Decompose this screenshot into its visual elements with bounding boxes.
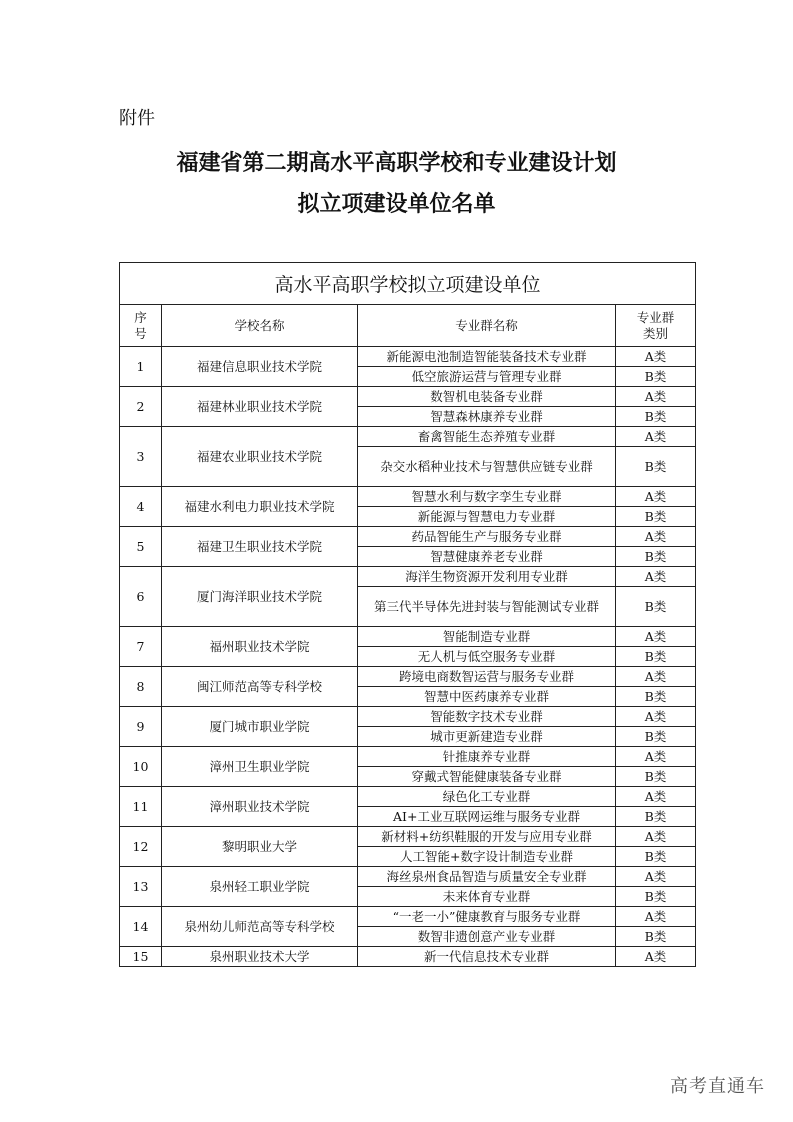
major-group-category: A类 [616, 567, 696, 587]
school-name: 福建卫生职业技术学院 [162, 527, 358, 567]
school-name: 福建信息职业技术学院 [162, 347, 358, 387]
major-group-category: A类 [616, 667, 696, 687]
table-row [120, 387, 696, 407]
major-group-name: 无人机与低空服务专业群 [358, 647, 616, 667]
major-group-name: 低空旅游运营与管理专业群 [358, 367, 616, 387]
major-group-name: 未来体育专业群 [358, 887, 616, 907]
major-group-name: 穿戴式智能健康装备专业群 [358, 767, 616, 787]
major-group-category: B类 [616, 687, 696, 707]
header-seq: 序 号 [120, 305, 162, 347]
major-group-category: B类 [616, 847, 696, 867]
document-title-line2: 拟立项建设单位名单 [297, 192, 496, 217]
table-caption: 高水平高职学校拟立项建设单位 [120, 263, 696, 305]
school-name: 黎明职业大学 [162, 827, 358, 867]
watermark: 高考直通车 [670, 1076, 765, 1097]
table-row [120, 787, 696, 807]
row-number: 5 [120, 527, 162, 567]
major-group-category: B类 [616, 727, 696, 747]
major-group-name: 智慧水利与数字孪生专业群 [358, 487, 616, 507]
school-name: 闽江师范高等专科学校 [162, 667, 358, 707]
major-group-name: 新材料+纺织鞋服的开发与应用专业群 [358, 827, 616, 847]
header-school: 学校名称 [162, 305, 358, 347]
major-group-name: 城市更新建造专业群 [358, 727, 616, 747]
major-group-name: 新一代信息技术专业群 [358, 947, 616, 967]
school-name: 泉州职业技术大学 [162, 947, 358, 967]
major-group-category: B类 [616, 767, 696, 787]
table-row [120, 427, 696, 447]
school-name: 厦门城市职业学院 [162, 707, 358, 747]
row-number: 6 [120, 567, 162, 627]
major-group-category: B类 [616, 807, 696, 827]
major-group-name: 新能源电池制造智能装备技术专业群 [358, 347, 616, 367]
major-group-name: 海洋生物资源开发利用专业群 [358, 567, 616, 587]
row-number: 10 [120, 747, 162, 787]
school-name: 厦门海洋职业技术学院 [162, 567, 358, 627]
major-group-name: 智慧森林康养专业群 [358, 407, 616, 427]
major-group-name: 针推康养专业群 [358, 747, 616, 767]
row-number: 4 [120, 487, 162, 527]
major-group-category: A类 [616, 427, 696, 447]
major-group-category: B类 [616, 587, 696, 627]
table-row [120, 527, 696, 547]
major-group-category: A类 [616, 487, 696, 507]
major-group-name: 新能源与智慧电力专业群 [358, 507, 616, 527]
row-number: 15 [120, 947, 162, 967]
major-group-category: B类 [616, 407, 696, 427]
school-name: 福建林业职业技术学院 [162, 387, 358, 427]
row-number: 8 [120, 667, 162, 707]
row-number: 14 [120, 907, 162, 947]
major-group-name: 数智机电装备专业群 [358, 387, 616, 407]
table-row [120, 487, 696, 507]
table-row [120, 707, 696, 727]
row-number: 11 [120, 787, 162, 827]
row-number: 9 [120, 707, 162, 747]
major-group-name: 智能数字技术专业群 [358, 707, 616, 727]
major-group-name: 智慧中医药康养专业群 [358, 687, 616, 707]
table-row [120, 627, 696, 647]
school-name: 漳州职业技术学院 [162, 787, 358, 827]
major-group-name: 智慧健康养老专业群 [358, 547, 616, 567]
major-group-name: 智能制造专业群 [358, 627, 616, 647]
document-title-line1: 福建省第二期高水平高职学校和专业建设计划 [176, 151, 617, 176]
major-group-category: B类 [616, 887, 696, 907]
major-group-name: 第三代半导体先进封装与智能测试专业群 [358, 587, 616, 627]
school-name: 漳州卫生职业学院 [162, 747, 358, 787]
major-group-name: 数智非遗创意产业专业群 [358, 927, 616, 947]
table-row [120, 947, 696, 967]
major-group-name: 绿色化工专业群 [358, 787, 616, 807]
school-name: 泉州轻工职业学院 [162, 867, 358, 907]
table-row [120, 867, 696, 887]
major-group-name: 杂交水稻种业技术与智慧供应链专业群 [358, 447, 616, 487]
major-group-category: A类 [616, 527, 696, 547]
major-group-category: B类 [616, 507, 696, 527]
major-group-category: B类 [616, 547, 696, 567]
row-number: 13 [120, 867, 162, 907]
major-group-category: A类 [616, 827, 696, 847]
major-group-category: A类 [616, 787, 696, 807]
major-group-name: 人工智能+数字设计制造专业群 [358, 847, 616, 867]
school-name: 福建农业职业技术学院 [162, 427, 358, 487]
row-number: 2 [120, 387, 162, 427]
header-major: 专业群名称 [358, 305, 616, 347]
major-group-name: “一老一小”健康教育与服务专业群 [358, 907, 616, 927]
major-group-category: B类 [616, 927, 696, 947]
row-number: 7 [120, 627, 162, 667]
major-group-category: B类 [616, 447, 696, 487]
major-group-category: A类 [616, 387, 696, 407]
table-row [120, 667, 696, 687]
row-number: 12 [120, 827, 162, 867]
table-header-row [120, 305, 696, 347]
major-group-name: 药品智能生产与服务专业群 [358, 527, 616, 547]
table-row [120, 347, 696, 367]
major-group-name: AI+工业互联网运维与服务专业群 [358, 807, 616, 827]
major-group-name: 跨境电商数智运营与服务专业群 [358, 667, 616, 687]
major-group-category: B类 [616, 367, 696, 387]
row-number: 3 [120, 427, 162, 487]
units-table [119, 262, 696, 967]
major-group-name: 畜禽智能生态养殖专业群 [358, 427, 616, 447]
table-row [120, 567, 696, 587]
table-row [120, 907, 696, 927]
major-group-category: A类 [616, 747, 696, 767]
table-row [120, 827, 696, 847]
row-number: 1 [120, 347, 162, 387]
major-group-category: A类 [616, 947, 696, 967]
major-group-category: A类 [616, 707, 696, 727]
major-group-name: 海丝泉州食品智造与质量安全专业群 [358, 867, 616, 887]
major-group-category: A类 [616, 907, 696, 927]
major-group-category: A类 [616, 867, 696, 887]
major-group-category: A类 [616, 347, 696, 367]
school-name: 泉州幼儿师范高等专科学校 [162, 907, 358, 947]
header-category: 专业群 类别 [616, 305, 696, 347]
school-name: 福建水利电力职业技术学院 [162, 487, 358, 527]
school-name: 福州职业技术学院 [162, 627, 358, 667]
attachment-label: 附件 [119, 108, 155, 129]
table-row [120, 747, 696, 767]
major-group-category: B类 [616, 647, 696, 667]
major-group-category: A类 [616, 627, 696, 647]
